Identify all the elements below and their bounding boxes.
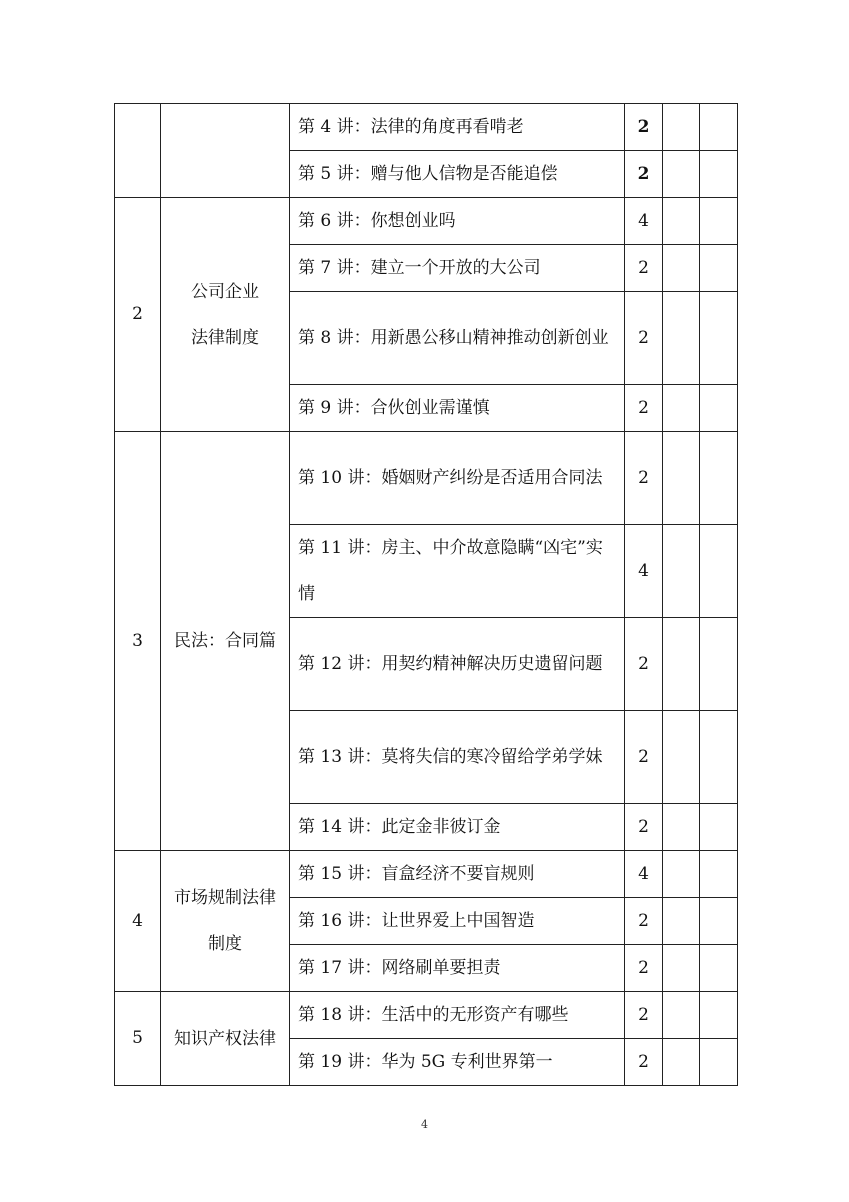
lecture-title-cell: 第 7 讲：建立一个开放的大公司 [290,245,625,292]
blank-cell [663,292,700,385]
blank-cell [663,151,700,198]
page-number: 4 [421,1118,428,1131]
hours-cell: 2 [625,104,663,151]
blank-cell [663,525,700,618]
blank-cell [700,711,738,804]
unit-name-cell [161,104,290,198]
table-row [115,851,738,898]
table-row [115,432,738,525]
lecture-title-cell: 第 13 讲：莫将失信的寒冷留给学弟学妹 [290,711,625,804]
blank-cell [700,385,738,432]
unit-name-cell: 知识产权法律 [161,992,290,1086]
lecture-title-cell: 第 5 讲：赠与他人信物是否能追偿 [290,151,625,198]
table-row [115,992,738,1039]
lecture-title-cell: 第 4 讲：法律的角度再看啃老 [290,104,625,151]
lecture-title-cell: 第 6 讲：你想创业吗 [290,198,625,245]
blank-cell [700,151,738,198]
table-row [115,104,738,151]
blank-cell [663,245,700,292]
hours-cell: 2 [625,898,663,945]
hours-cell: 4 [625,198,663,245]
lecture-title-cell: 第 19 讲：华为 5G 专利世界第一 [290,1039,625,1086]
hours-cell: 2 [625,292,663,385]
blank-cell [700,992,738,1039]
course-schedule-table [114,103,738,1086]
hours-cell: 2 [625,618,663,711]
blank-cell [700,945,738,992]
lecture-title-cell: 第 16 讲：让世界爱上中国智造 [290,898,625,945]
blank-cell [663,711,700,804]
blank-cell [700,851,738,898]
lecture-title-cell: 第 17 讲：网络刷单要担责 [290,945,625,992]
blank-cell [663,898,700,945]
lecture-title-cell: 第 8 讲：用新愚公移山精神推动创新创业 [290,292,625,385]
blank-cell [663,385,700,432]
blank-cell [700,292,738,385]
hours-cell: 2 [625,945,663,992]
lecture-title-cell: 第 10 讲：婚姻财产纠纷是否适用合同法 [290,432,625,525]
hours-cell: 2 [625,432,663,525]
hours-cell: 2 [625,385,663,432]
hours-cell: 4 [625,851,663,898]
unit-name-cell: 市场规制法律制度 [161,851,290,992]
lecture-title-cell: 第 15 讲：盲盒经济不要盲规则 [290,851,625,898]
table-row [115,198,738,245]
blank-cell [663,851,700,898]
blank-cell [700,804,738,851]
unit-number-cell [115,104,161,198]
hours-cell: 2 [625,151,663,198]
blank-cell [700,198,738,245]
blank-cell [663,1039,700,1086]
blank-cell [700,618,738,711]
hours-cell: 2 [625,711,663,804]
blank-cell [663,992,700,1039]
unit-number-cell: 5 [115,992,161,1086]
unit-number-cell: 2 [115,198,161,432]
hours-cell: 2 [625,992,663,1039]
hours-cell: 4 [625,525,663,618]
blank-cell [663,104,700,151]
lecture-title-cell: 第 9 讲：合伙创业需谨慎 [290,385,625,432]
blank-cell [663,198,700,245]
unit-number-cell: 4 [115,851,161,992]
unit-name-cell: 民法：合同篇 [161,432,290,851]
unit-name-cell: 公司企业法律制度 [161,198,290,432]
hours-cell: 2 [625,804,663,851]
blank-cell [663,804,700,851]
hours-cell: 2 [625,245,663,292]
lecture-title-cell: 第 11 讲：房主、中介故意隐瞒“凶宅”实情 [290,525,625,618]
blank-cell [663,432,700,525]
unit-number-cell: 3 [115,432,161,851]
blank-cell [663,945,700,992]
blank-cell [700,525,738,618]
blank-cell [700,104,738,151]
hours-cell: 2 [625,1039,663,1086]
blank-cell [663,618,700,711]
lecture-title-cell: 第 12 讲：用契约精神解决历史遗留问题 [290,618,625,711]
lecture-title-cell: 第 14 讲：此定金非彼订金 [290,804,625,851]
lecture-title-cell: 第 18 讲：生活中的无形资产有哪些 [290,992,625,1039]
blank-cell [700,1039,738,1086]
blank-cell [700,898,738,945]
blank-cell [700,245,738,292]
blank-cell [700,432,738,525]
